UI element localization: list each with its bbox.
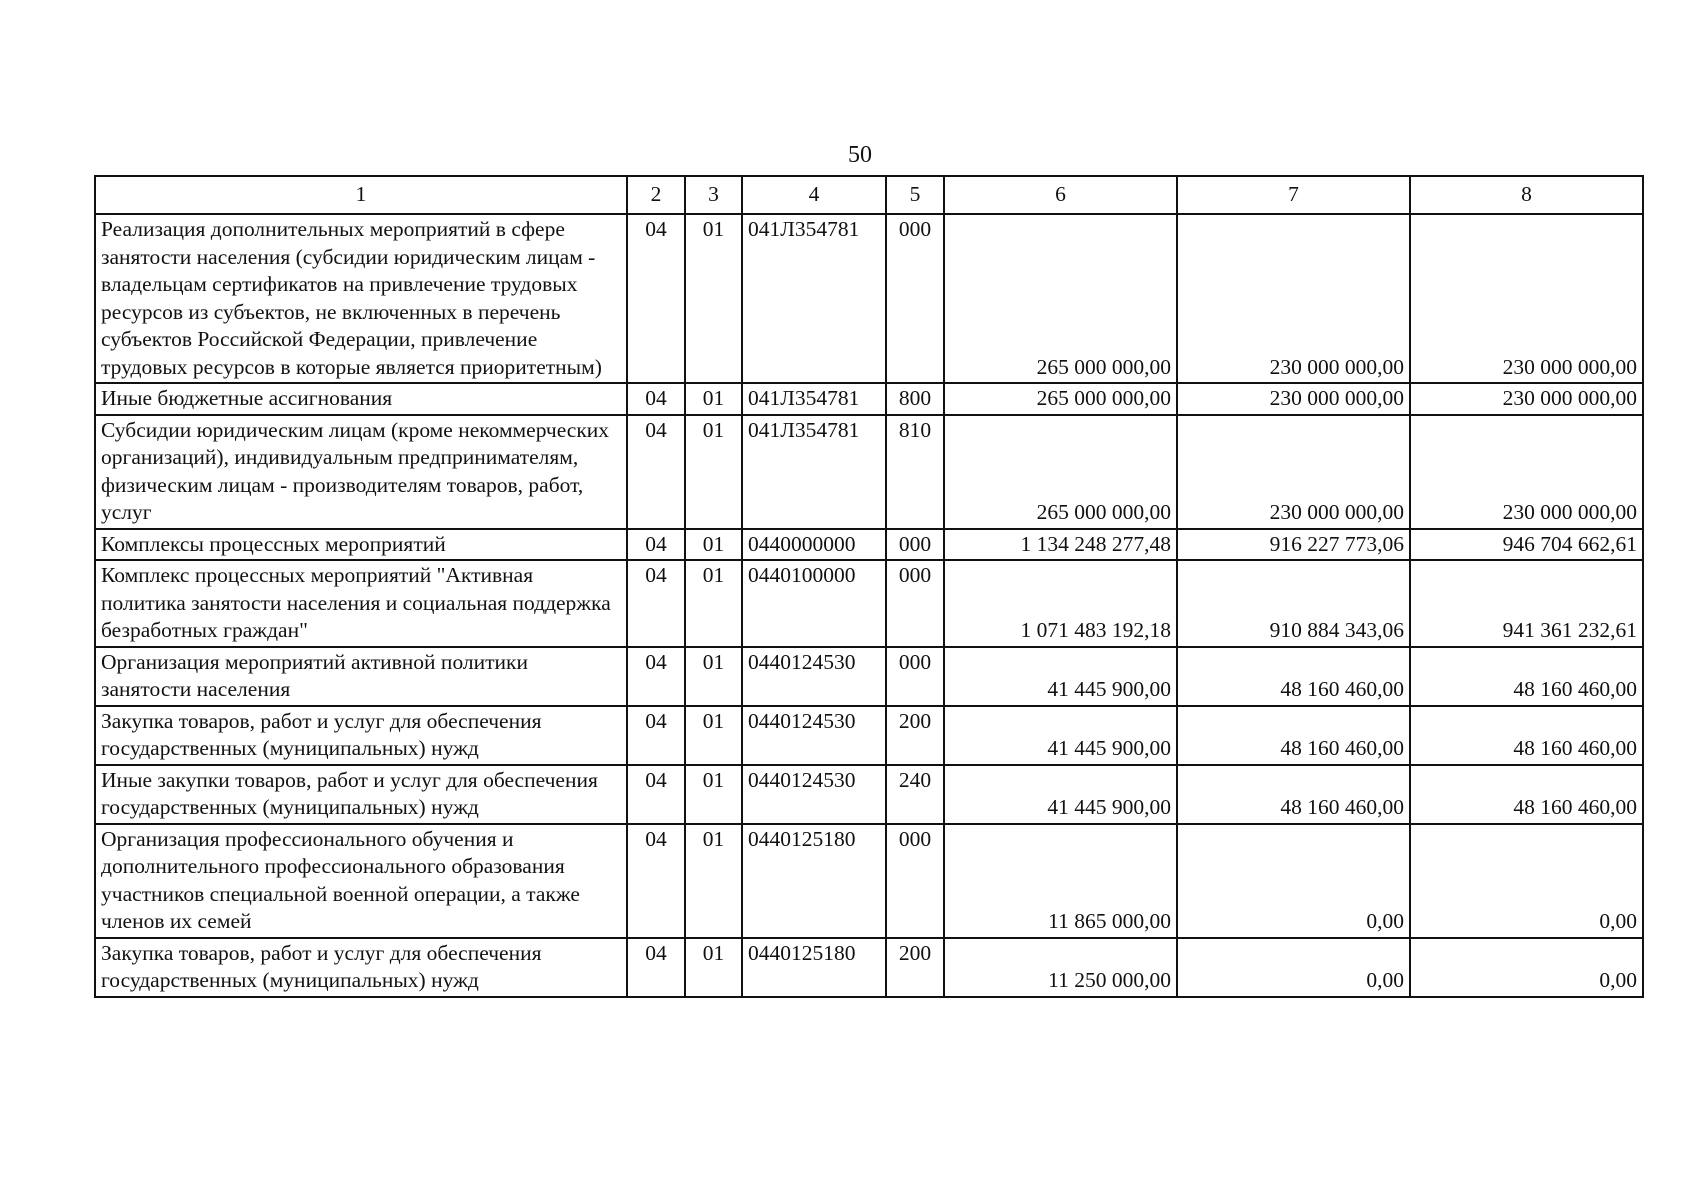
section-code: 04 [627,938,685,997]
expense-type-code: 000 [886,647,944,706]
column-header: 2 [627,176,685,214]
amount-col-7: 0,00 [1177,938,1410,997]
section-code: 04 [627,415,685,529]
amount-col-6: 41 445 900,00 [944,706,1177,765]
column-header: 1 [95,176,627,214]
row-name: Иные закупки товаров, работ и услуг для обеспечения государственных (муниципальных) нужд [95,765,627,824]
table-row [95,706,1643,765]
amount-col-7: 910 884 343,06 [1177,560,1410,647]
target-article-code: 0440100000 [742,560,886,647]
table-row [95,560,1643,647]
column-header: 6 [944,176,1177,214]
expense-type-code: 240 [886,765,944,824]
expense-type-code: 200 [886,706,944,765]
amount-col-8: 0,00 [1410,938,1643,997]
table-row [95,647,1643,706]
column-header: 5 [886,176,944,214]
subsection-code: 01 [685,383,742,415]
section-code: 04 [627,706,685,765]
budget-table [94,175,1644,998]
row-name: Реализация дополнительных мероприятий в сфере занятости населения (субсидии юридическим лицам - владельцам сертификатов на привлечение трудовых ресурсов из субъектов, не включенных в перечень субъектов Российской Федерации, привлечение трудовых ресурсов в которые является приоритетным) [95,214,627,383]
row-name: Организация мероприятий активной политики занятости населения [95,647,627,706]
amount-col-7: 0,00 [1177,824,1410,938]
header-row [95,176,1643,214]
amount-col-6: 41 445 900,00 [944,647,1177,706]
subsection-code: 01 [685,415,742,529]
amount-col-7: 916 227 773,06 [1177,529,1410,561]
amount-col-7: 230 000 000,00 [1177,415,1410,529]
target-article-code: 041Л354781 [742,415,886,529]
amount-col-8: 946 704 662,61 [1410,529,1643,561]
section-code: 04 [627,383,685,415]
column-header: 7 [1177,176,1410,214]
amount-col-8: 48 160 460,00 [1410,647,1643,706]
amount-col-6: 41 445 900,00 [944,765,1177,824]
target-article-code: 041Л354781 [742,214,886,383]
expense-type-code: 200 [886,938,944,997]
expense-type-code: 810 [886,415,944,529]
amount-col-6: 265 000 000,00 [944,383,1177,415]
subsection-code: 01 [685,214,742,383]
section-code: 04 [627,560,685,647]
amount-col-7: 48 160 460,00 [1177,706,1410,765]
target-article-code: 0440124530 [742,706,886,765]
target-article-code: 041Л354781 [742,383,886,415]
amount-col-8: 48 160 460,00 [1410,706,1643,765]
amount-col-6: 11 865 000,00 [944,824,1177,938]
column-header: 8 [1410,176,1643,214]
subsection-code: 01 [685,706,742,765]
page-number: 50 [848,142,872,168]
amount-col-8: 230 000 000,00 [1410,214,1643,383]
target-article-code: 0440125180 [742,938,886,997]
subsection-code: 01 [685,647,742,706]
amount-col-7: 48 160 460,00 [1177,647,1410,706]
table-row [95,824,1643,938]
row-name: Закупка товаров, работ и услуг для обеспечения государственных (муниципальных) нужд [95,706,627,765]
amount-col-6: 1 134 248 277,48 [944,529,1177,561]
subsection-code: 01 [685,560,742,647]
amount-col-8: 941 361 232,61 [1410,560,1643,647]
amount-col-8: 230 000 000,00 [1410,383,1643,415]
target-article-code: 0440124530 [742,765,886,824]
section-code: 04 [627,765,685,824]
expense-type-code: 000 [886,824,944,938]
amount-col-7: 230 000 000,00 [1177,214,1410,383]
subsection-code: 01 [685,938,742,997]
amount-col-6: 265 000 000,00 [944,415,1177,529]
row-name: Закупка товаров, работ и услуг для обеспечения государственных (муниципальных) нужд [95,938,627,997]
row-name: Субсидии юридическим лицам (кроме некоммерческих организаций), индивидуальным предпринимателям, физическим лицам - производителям товаров, работ, услуг [95,415,627,529]
section-code: 04 [627,214,685,383]
table-row [95,383,1643,415]
expense-type-code: 000 [886,214,944,383]
target-article-code: 0440000000 [742,529,886,561]
column-header: 3 [685,176,742,214]
row-name: Комплекс процессных мероприятий "Активная политика занятости населения и социальная поддержка безработных граждан" [95,560,627,647]
section-code: 04 [627,647,685,706]
amount-col-8: 0,00 [1410,824,1643,938]
column-header: 4 [742,176,886,214]
subsection-code: 01 [685,529,742,561]
expense-type-code: 800 [886,383,944,415]
table-row [95,765,1643,824]
amount-col-6: 265 000 000,00 [944,214,1177,383]
amount-col-6: 1 071 483 192,18 [944,560,1177,647]
target-article-code: 0440125180 [742,824,886,938]
row-name: Организация профессионального обучения и дополнительного профессионального образования участников специальной военной операции, а также членов их семей [95,824,627,938]
amount-col-8: 230 000 000,00 [1410,415,1643,529]
section-code: 04 [627,824,685,938]
amount-col-7: 48 160 460,00 [1177,765,1410,824]
amount-col-6: 11 250 000,00 [944,938,1177,997]
amount-col-8: 48 160 460,00 [1410,765,1643,824]
table-row [95,938,1643,997]
table-row [95,214,1643,383]
expense-type-code: 000 [886,560,944,647]
subsection-code: 01 [685,765,742,824]
section-code: 04 [627,529,685,561]
table-row [95,529,1643,561]
subsection-code: 01 [685,824,742,938]
expense-type-code: 000 [886,529,944,561]
amount-col-7: 230 000 000,00 [1177,383,1410,415]
table-row [95,415,1643,529]
row-name: Комплексы процессных мероприятий [95,529,627,561]
row-name: Иные бюджетные ассигнования [95,383,627,415]
target-article-code: 0440124530 [742,647,886,706]
